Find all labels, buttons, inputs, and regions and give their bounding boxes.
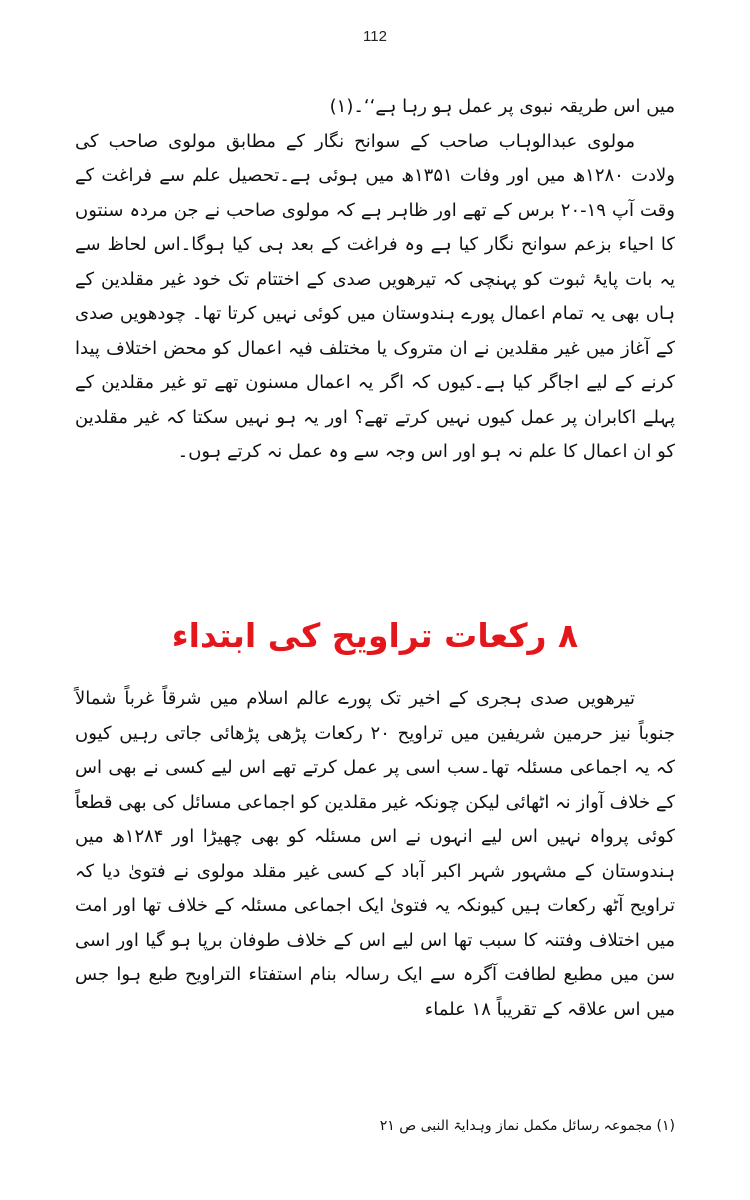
paragraph-2: مولوی عبدالوہاب صاحب کے سوانح نگار کے مطابق مولوی صاحب کی ولادت ۱۲۸۰ھ میں اور وفات ۱۳۵۱ھ میں ہوئی ہے۔تحصیل علم سے فراغت کے وقت آپ ۱۹-۲۰ برس کے تھے اور ظاہر ہے کہ مولوی صاحب نے جن مردہ سنتوں کا احیاء بزعم سوانح نگار کیا ہے وہ فراغت کے بعد ہی کیا ہوگا۔اس لحاظ سے یہ بات پایۂ ثبوت کو پہنچی کہ تیرھویں صدی کے اختتام تک خود غیر مقلدین کے ہاں بھی یہ تمام اعمال پورے ہندوستان میں کوئی نہیں کرتا تھا۔ چودھویں صدی کے آغاز میں غیر مقلدین نے ان متروک یا مختلف فیہ اعمال کو محض اختلاف پیدا کرنے کے لیے اجاگر کیا ہے۔کیوں کہ اگر یہ اعمال مسنون تھے تو غیر مقلدین کے پہلے اکابران پر عمل کیوں نہیں کرتے تھے؟ اور یہ ہو نہیں سکتا کہ غیر مقلدین کو ان اعمال کا علم نہ ہو اور اس وجہ سے وہ عمل نہ کرتے ہوں۔	[75, 130, 676, 462]
paragraph-1: میں اس طریقہ نبوی پر عمل ہو رہا ہے‘‘۔(۱)	[329, 96, 675, 117]
page-number: 112	[363, 28, 387, 45]
body-text-bottom	[75, 682, 675, 1027]
body-text-top	[75, 90, 675, 470]
footnote: (۱) مجموعہ رسائل مکمل نماز وہدایۃ النبی ص ۲۱	[379, 1118, 675, 1134]
section-heading: ۸ رکعات تراویح کی ابتداء	[171, 616, 579, 655]
paragraph-3: تیرھویں صدی ہجری کے اخیر تک پورے عالم اسلام میں شرقاً غرباً شمالاً جنوباً نیز حرمین شریفین میں تراویح ۲۰ رکعات پڑھی پڑھائی جاتی رہیں کیوں کہ یہ اجماعی مسئلہ تھا۔سب اسی پر عمل کرتے تھے اس لیے کسی نے بھی اس کے خلاف آواز نہ اٹھائی لیکن چونکہ غیر مقلدین کو اجماعی مسائل کی بھی قطعاً کوئی پرواہ نہیں اس لیے انہوں نے اس مسئلہ کو بھی چھیڑا اور ۱۲۸۴ھ میں ہندوستان کے مشہور شہر اکبر آباد کے کسی غیر مقلد مولوی نے فتویٰ دیا کہ تراویح آٹھ رکعات ہیں کیونکہ یہ فتویٰ ایک اجماعی مسئلہ کے خلاف تھا اور امت میں اختلاف وفتنہ کا سبب تھا اس لیے اس کے خلاف طوفان برپا ہو گیا اور اسی سن میں مطبع لطافت آگرہ سے ایک رسالہ بنام استفتاء التراویح طبع ہوا جس میں اس علاقہ کے تقریباً ۱۸ علماء	[75, 688, 675, 1020]
